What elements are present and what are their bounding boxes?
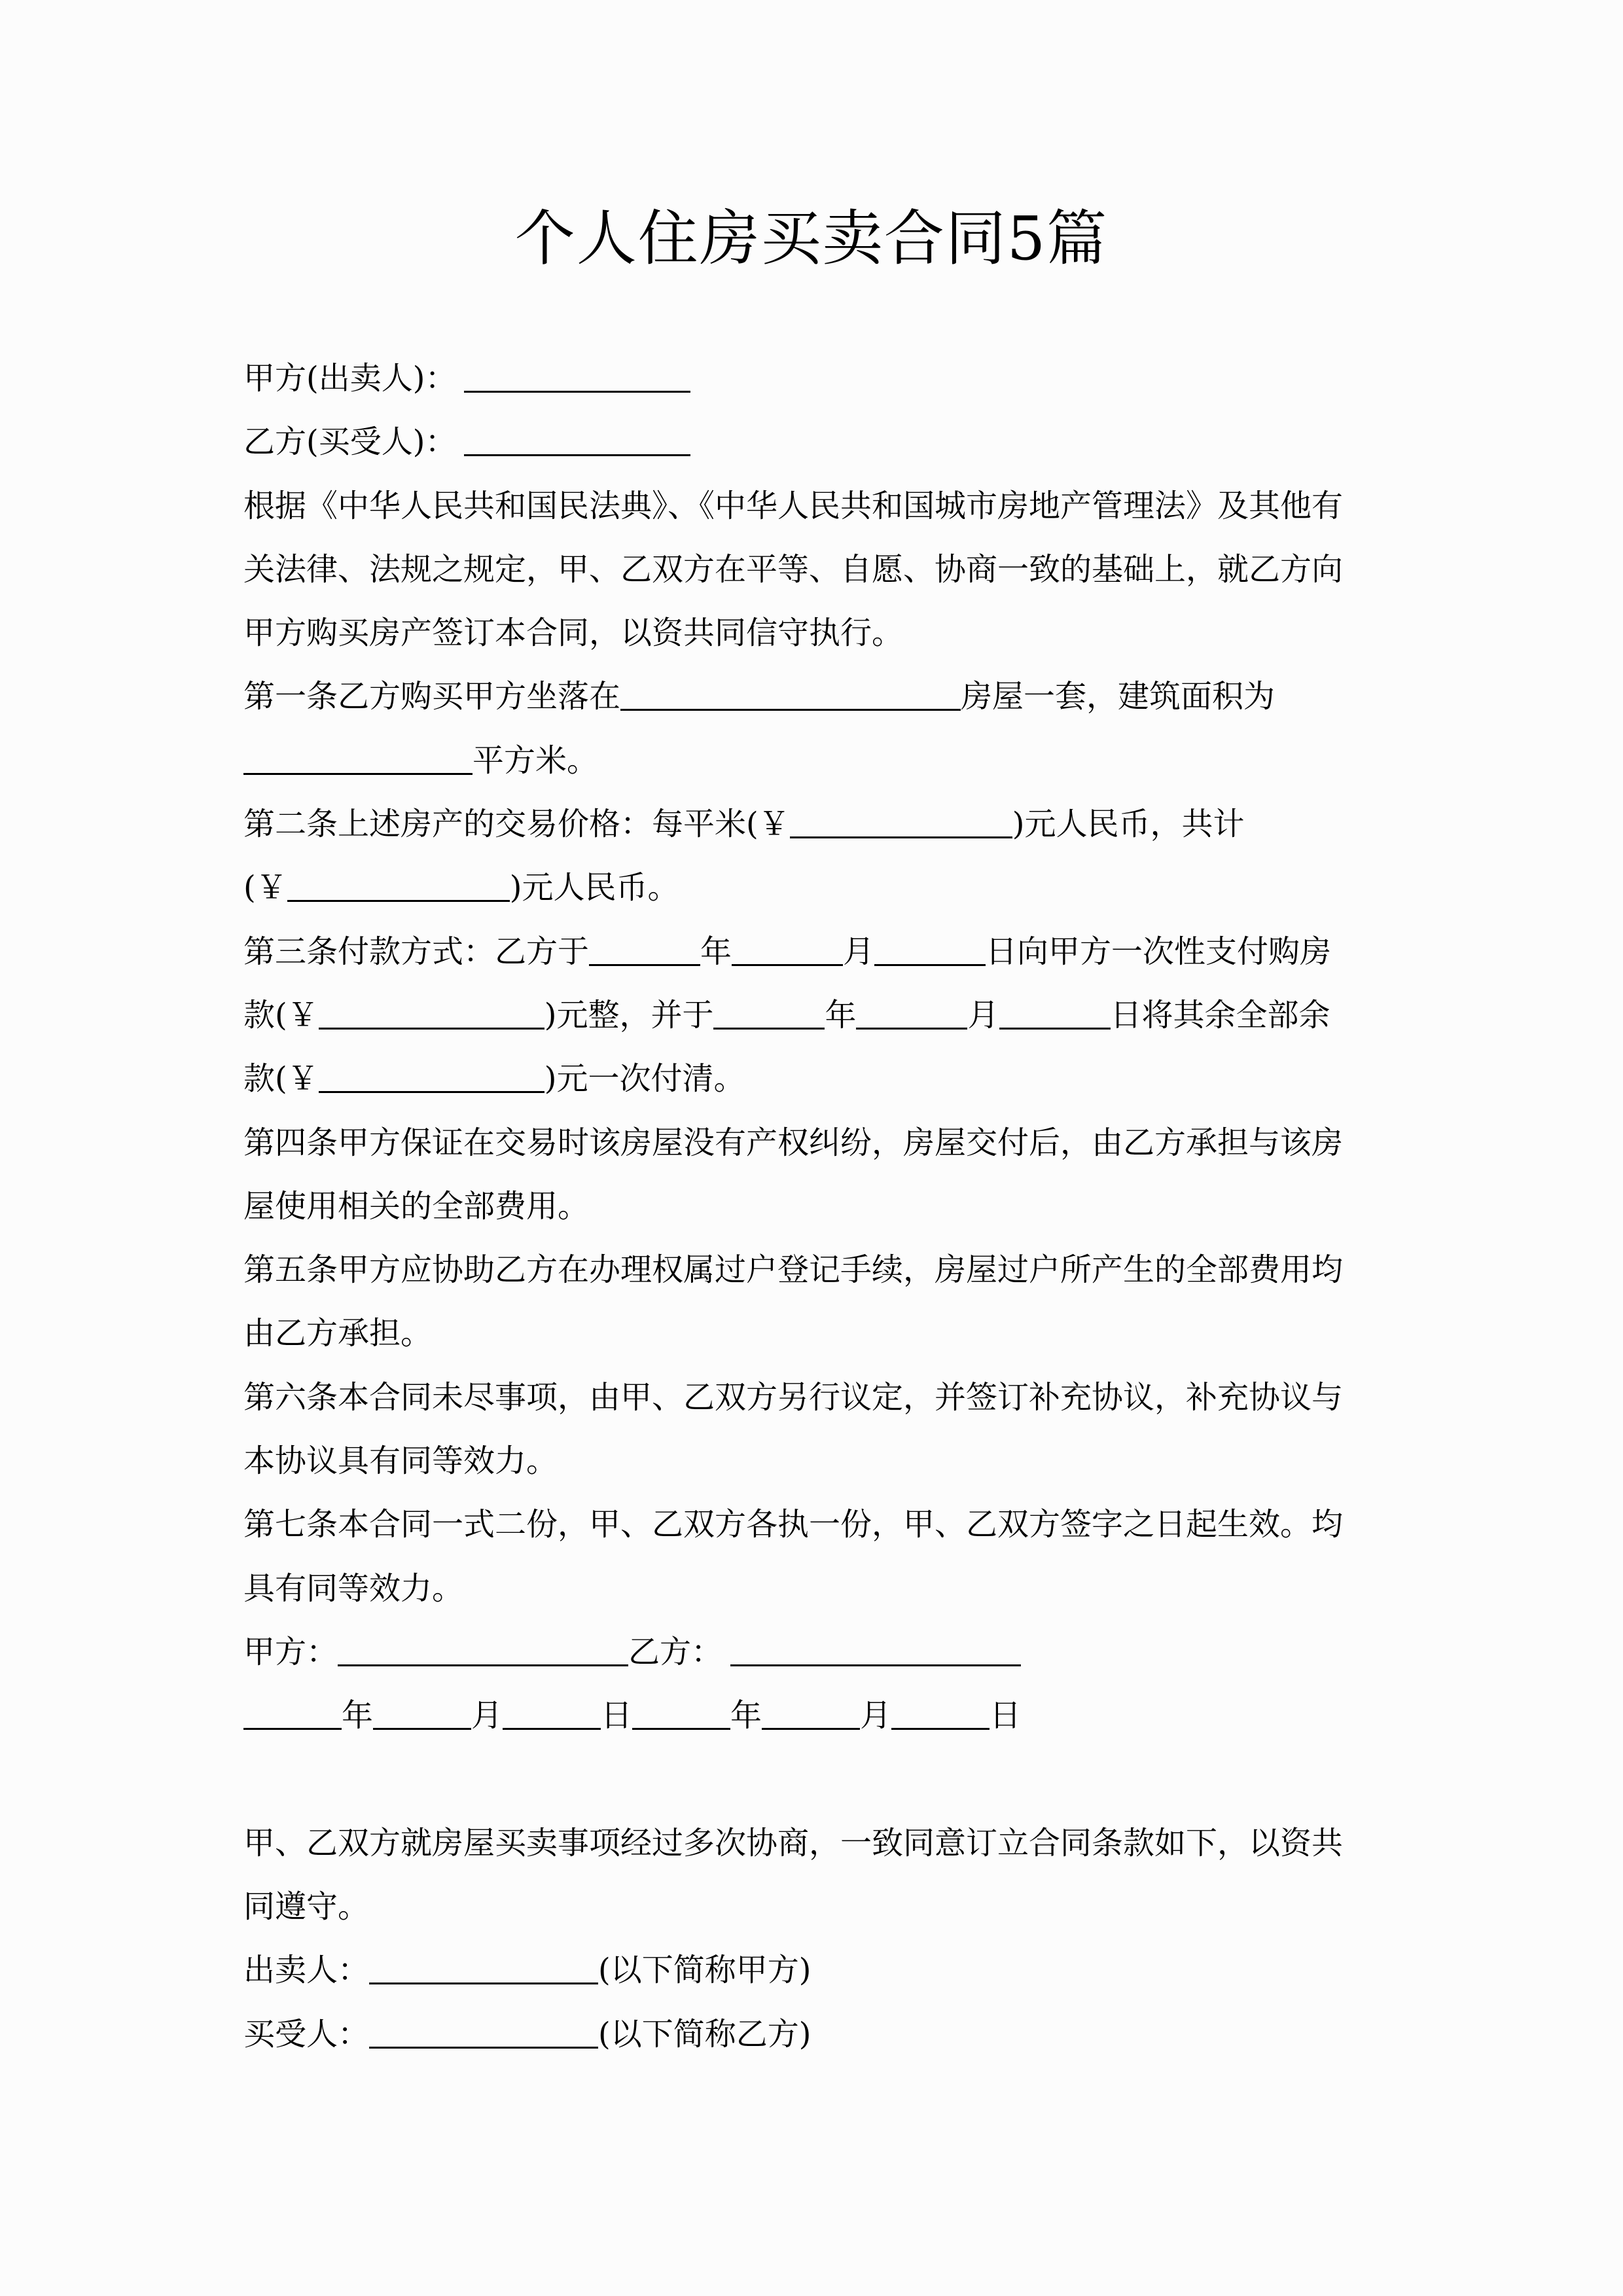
- price-per-sqm-blank[interactable]: [790, 805, 1012, 838]
- seller-label: 出卖人：: [243, 1952, 370, 1989]
- party-a-sign-day-blank[interactable]: [503, 1696, 601, 1730]
- party-a-blank[interactable]: [464, 359, 690, 393]
- balance-year-blank[interactable]: [713, 996, 825, 1030]
- buyer-line: [243, 2003, 1382, 2066]
- article-5-line-1: 第五条甲方应协助乙方在办理权属过户登记手续，房屋过户所产生的全部费用均: [243, 1251, 1344, 1289]
- party-a-signature-label: 甲方：: [243, 1633, 338, 1670]
- party-a-label: 甲方(出卖人)：: [243, 360, 457, 397]
- total-price-blank[interactable]: [287, 869, 510, 902]
- second-contract-line-2: 同遵守。: [243, 1888, 370, 1926]
- preamble-line-3: 甲方购买房产签订本合同，以资共同信守执行。: [243, 615, 904, 652]
- first-payment-month-blank[interactable]: [732, 933, 843, 966]
- second-contract-line-1: 甲、乙双方就房屋买卖事项经过多次协商，一致同意订立合同条款如下，以资共: [243, 1824, 1344, 1861]
- seller-line: [243, 1939, 1382, 2002]
- article-1-line-1: 第一条乙方购买甲方坐落在 房屋一套，建筑面积为: [243, 678, 1275, 715]
- article-1-line-2: 平方米。: [243, 729, 1382, 793]
- party-b-blank[interactable]: [464, 423, 690, 456]
- balance-month-blank[interactable]: [856, 996, 967, 1030]
- party-b-sign-year-blank[interactable]: [632, 1696, 730, 1730]
- party-a-signature-blank[interactable]: [338, 1633, 628, 1666]
- article-3-line-2: 款(￥ )元整，并于 年 月 日将其余全部余: [243, 996, 1330, 1033]
- party-b-signature-blank[interactable]: [730, 1633, 1021, 1666]
- article-6-line-2: 本协议具有同等效力。: [243, 1443, 558, 1480]
- seller-note: (以下简称甲方): [598, 1952, 812, 1989]
- preamble-line-1: 根据《中华人民共和国民法典》、《中华人民共和国城市房地产管理法》及其他有: [243, 487, 1344, 524]
- party-b-label: 乙方(买受人)：: [243, 423, 457, 461]
- signature-date-line: 年 月 日 年 月 日: [243, 1684, 1382, 1748]
- article-2-line-1: 第二条上述房产的交易价格：每平米(￥ )元人民币，共计: [243, 806, 1245, 843]
- preamble-line-2: 关法律、法规之规定，甲、乙双方在平等、自愿、协商一致的基础上，就乙方向: [243, 550, 1344, 588]
- buyer-label: 买受人：: [243, 2015, 370, 2053]
- article-2-line-2: (￥ )元人民币。: [243, 869, 679, 906]
- article-5-line-2: 由乙方承担。: [243, 1315, 433, 1352]
- article-7-line-1: 第七条本合同一式二份，甲、乙双方各执一份，甲、乙双方签字之日起生效。均: [243, 1506, 1344, 1543]
- first-payment-amount-blank[interactable]: [319, 996, 544, 1030]
- party-b-sign-day-blank[interactable]: [891, 1696, 990, 1730]
- first-payment-year-blank[interactable]: [589, 933, 700, 966]
- section-gap: [243, 1748, 1382, 1812]
- document-body: [243, 347, 1382, 2066]
- party-b-sign-month-blank[interactable]: [762, 1696, 860, 1730]
- article-4-line-2: 屋使用相关的全部费用。: [243, 1187, 590, 1225]
- party-b-signature-label: 乙方：: [628, 1633, 723, 1670]
- buyer-blank[interactable]: [369, 2015, 598, 2049]
- party-a-sign-year-blank[interactable]: [243, 1696, 342, 1730]
- balance-day-blank[interactable]: [999, 996, 1111, 1030]
- property-location-blank[interactable]: [620, 677, 961, 711]
- party-a-sign-month-blank[interactable]: [373, 1696, 471, 1730]
- signature-line: [243, 1621, 1382, 1684]
- document-title: 个人住房买卖合同5篇: [514, 204, 1109, 274]
- article-3-line-3: 款(￥ )元一次付清。: [243, 1060, 745, 1098]
- party-a-line: [243, 347, 1382, 410]
- first-payment-day-blank[interactable]: [874, 933, 986, 966]
- article-7-line-2: 具有同等效力。: [243, 1570, 464, 1607]
- balance-amount-blank[interactable]: [319, 1060, 544, 1093]
- article-4-line-1: 第四条甲方保证在交易时该房屋没有产权纠纷，房屋交付后，由乙方承担与该房: [243, 1124, 1344, 1161]
- buyer-note: (以下简称乙方): [598, 2015, 812, 2053]
- article-6-line-1: 第六条本合同未尽事项，由甲、乙双方另行议定，并签订补充协议，补充协议与: [243, 1378, 1344, 1416]
- party-b-line: [243, 410, 1382, 474]
- floor-area-blank[interactable]: [243, 742, 473, 775]
- seller-blank[interactable]: [369, 1951, 598, 1984]
- article-3-line-1: 第三条付款方式：乙方于 年 月 日向甲方一次性支付购房: [243, 933, 1332, 970]
